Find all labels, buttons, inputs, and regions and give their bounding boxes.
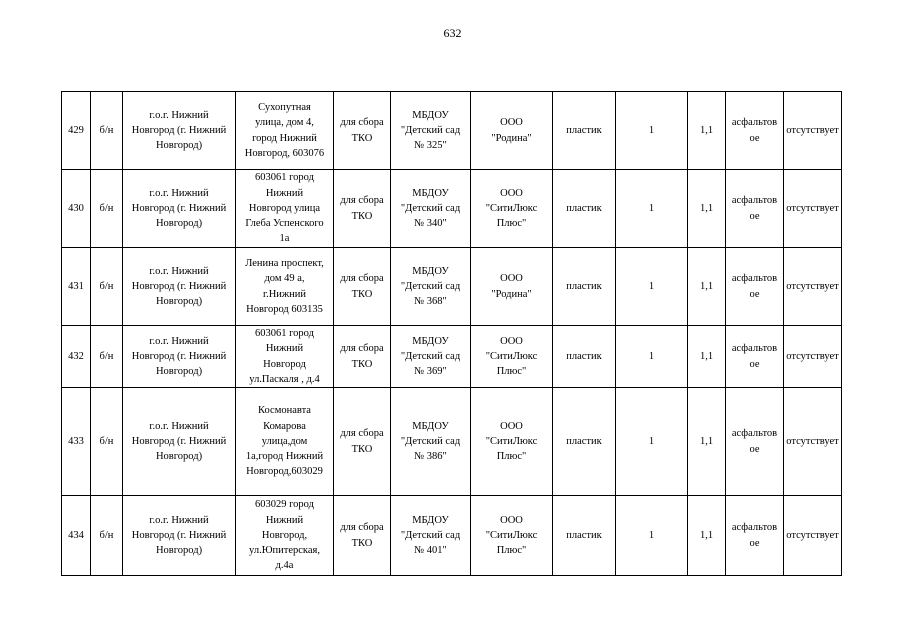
cell-line: для сбора xyxy=(340,195,384,207)
cell-material: пластик xyxy=(553,326,616,388)
cell-line: "Детский сад xyxy=(400,435,461,447)
cell-purpose xyxy=(334,326,391,388)
cell-line: ТКО xyxy=(351,210,373,222)
cell-line: Новгород) xyxy=(155,296,203,308)
cell-count: 1 xyxy=(616,170,688,248)
cell-line: № 340" xyxy=(414,218,447,230)
cell-surface xyxy=(726,170,784,248)
cell-line: МБДОУ xyxy=(412,187,449,199)
cell-line: г.Нижний xyxy=(262,288,307,300)
cell-line: Сухопутная xyxy=(258,102,311,114)
cell-line: МБДОУ xyxy=(412,109,449,121)
cell-purpose xyxy=(334,170,391,248)
cell-line: Новгород) xyxy=(155,451,203,463)
cell-district xyxy=(123,388,236,496)
cell-line: Новгород, 603076 xyxy=(244,147,325,159)
cell-line: Космонавта xyxy=(258,405,311,417)
cell-address xyxy=(236,92,334,170)
cell-doc: б/н xyxy=(91,496,123,576)
cell-line: асфальтов xyxy=(731,522,778,534)
cell-line: "Детский сад xyxy=(400,124,461,136)
cell-address xyxy=(236,248,334,326)
cell-material: пластик xyxy=(553,248,616,326)
cell-line: ое xyxy=(749,537,760,549)
cell-line: ое xyxy=(749,358,760,370)
cell-line: ТКО xyxy=(351,443,373,455)
cell-district xyxy=(123,496,236,576)
cell-line: г.о.г. Нижний xyxy=(149,514,209,526)
cell-line: Нижний xyxy=(265,343,304,355)
cell-line: ул.Юпитерская, xyxy=(249,545,320,557)
cell-line: Новгород) xyxy=(155,140,203,152)
cell-volume: 1,1 xyxy=(688,326,726,388)
cell-line: г.о.г. Нижний xyxy=(149,335,209,347)
cell-line: Новгород (г. Нижний xyxy=(131,202,227,214)
cell-line: № 368" xyxy=(414,296,447,308)
cell-organization xyxy=(391,496,471,576)
cell-line: г.о.г. Нижний xyxy=(149,265,209,277)
cell-line: "Детский сад xyxy=(400,350,461,362)
cell-purpose xyxy=(334,496,391,576)
cell-line: ТКО xyxy=(351,358,373,370)
cell-line: Новгород) xyxy=(155,545,203,557)
cell-volume: 1,1 xyxy=(688,248,726,326)
cell-line: 603029 город xyxy=(255,499,314,511)
cell-surface xyxy=(726,248,784,326)
cell-line: ООО xyxy=(500,273,523,285)
cell-line: ООО xyxy=(500,420,523,432)
cell-line: Новгород (г. Нижний xyxy=(131,529,227,541)
cell-volume: 1,1 xyxy=(688,496,726,576)
table-row xyxy=(62,170,842,248)
cell-line: дом 49 а, xyxy=(264,273,305,285)
cell-surface xyxy=(726,326,784,388)
cell-volume: 1,1 xyxy=(688,170,726,248)
cell-count: 1 xyxy=(616,388,688,496)
cell-line: Новгород) xyxy=(155,366,203,378)
cell-num: 434 xyxy=(62,496,91,576)
cell-line: МБДОУ xyxy=(412,420,449,432)
cell-operator xyxy=(471,388,553,496)
cell-line: "Родина" xyxy=(491,132,532,144)
cell-line: 1а,город Нижний xyxy=(245,451,324,463)
cell-num: 432 xyxy=(62,326,91,388)
cell-line: МБДОУ xyxy=(412,514,449,526)
cell-organization xyxy=(391,326,471,388)
cell-line: для сбора xyxy=(340,343,384,355)
cell-line: ое xyxy=(749,443,760,455)
cell-line: ТКО xyxy=(351,132,373,144)
cell-line: ТКО xyxy=(351,537,373,549)
table-row xyxy=(62,326,842,388)
cell-line: Нижний xyxy=(265,514,304,526)
cell-line: асфальтов xyxy=(731,343,778,355)
cell-line: № 369" xyxy=(414,366,447,378)
cell-line: асфальтов xyxy=(731,428,778,440)
cell-line: ое xyxy=(749,132,760,144)
cell-num: 430 xyxy=(62,170,91,248)
cell-line: ООО xyxy=(500,117,523,129)
cell-operator xyxy=(471,326,553,388)
cell-operator xyxy=(471,248,553,326)
cell-line: Плюс" xyxy=(496,366,527,378)
cell-organization xyxy=(391,388,471,496)
cell-line: 603061 город xyxy=(255,172,314,184)
cell-volume: 1,1 xyxy=(688,388,726,496)
cell-count: 1 xyxy=(616,248,688,326)
cell-line: Глеба Успенского xyxy=(245,218,324,230)
cell-num: 431 xyxy=(62,248,91,326)
cell-line: "Родина" xyxy=(491,288,532,300)
cell-line: № 325" xyxy=(414,140,447,152)
cell-operator xyxy=(471,92,553,170)
cell-line: асфальтов xyxy=(731,195,778,207)
cell-surface xyxy=(726,388,784,496)
cell-line: "СитиЛюкс xyxy=(485,202,538,214)
table-row xyxy=(62,248,842,326)
cell-line: ул.Паскаля , д.4 xyxy=(249,373,320,385)
cell-line: для сбора xyxy=(340,428,384,440)
cell-operator xyxy=(471,496,553,576)
cell-district xyxy=(123,92,236,170)
cell-line: улица,дом xyxy=(261,435,308,447)
cell-line: город Нижний xyxy=(252,132,317,144)
cell-fence: отсутствует xyxy=(784,248,842,326)
cell-line: № 401" xyxy=(414,545,447,557)
cell-line: асфальтов xyxy=(731,117,778,129)
cell-line: ТКО xyxy=(351,288,373,300)
cell-line: ое xyxy=(749,288,760,300)
cell-line: Новгород (г. Нижний xyxy=(131,280,227,292)
cell-line: Плюс" xyxy=(496,545,527,557)
cell-line: 603061 город xyxy=(255,328,314,340)
cell-line: Новгород (г. Нижний xyxy=(131,124,227,136)
cell-surface xyxy=(726,92,784,170)
cell-num: 433 xyxy=(62,388,91,496)
cell-address xyxy=(236,170,334,248)
table-row xyxy=(62,496,842,576)
cell-line: Нижний xyxy=(265,187,304,199)
cell-volume: 1,1 xyxy=(688,92,726,170)
cell-fence: отсутствует xyxy=(784,388,842,496)
cell-line: ООО xyxy=(500,335,523,347)
cell-line: Плюс" xyxy=(496,451,527,463)
cell-line: д.4а xyxy=(275,560,294,572)
cell-district xyxy=(123,170,236,248)
cell-line: 1а xyxy=(279,233,290,245)
cell-district xyxy=(123,326,236,388)
cell-line: Новгород (г. Нижний xyxy=(131,350,227,362)
cell-material: пластик xyxy=(553,170,616,248)
cell-doc: б/н xyxy=(91,92,123,170)
cell-line: улица, дом 4, xyxy=(255,117,314,129)
cell-line: Новгород,603029 xyxy=(246,466,323,478)
cell-line: МБДОУ xyxy=(412,265,449,277)
cell-line: Новгород улица xyxy=(248,202,321,214)
cell-count: 1 xyxy=(616,326,688,388)
cell-doc: б/н xyxy=(91,388,123,496)
cell-organization xyxy=(391,170,471,248)
table-row xyxy=(62,388,842,496)
cell-material: пластик xyxy=(553,496,616,576)
cell-line: "СитиЛюкс xyxy=(485,529,538,541)
cell-line: Новгород 603135 xyxy=(246,303,323,315)
cell-line: для сбора xyxy=(340,522,384,534)
cell-line: г.о.г. Нижний xyxy=(149,187,209,199)
cell-num: 429 xyxy=(62,92,91,170)
cell-line: Новгород (г. Нижний xyxy=(131,435,227,447)
cell-line: "СитиЛюкс xyxy=(485,350,538,362)
cell-purpose xyxy=(334,248,391,326)
cell-line: Новгород xyxy=(263,358,306,370)
cell-line: ООО xyxy=(500,187,523,199)
cell-doc: б/н xyxy=(91,248,123,326)
cell-fence: отсутствует xyxy=(784,326,842,388)
cell-line: Комарова xyxy=(263,420,306,432)
cell-material: пластик xyxy=(553,388,616,496)
cell-line: асфальтов xyxy=(731,273,778,285)
cell-address xyxy=(236,326,334,388)
cell-line: Новгород, xyxy=(261,529,308,541)
page-number: 632 xyxy=(443,26,462,40)
cell-doc: б/н xyxy=(91,170,123,248)
cell-operator xyxy=(471,170,553,248)
cell-line: "Детский сад xyxy=(400,280,461,292)
cell-material: пластик xyxy=(553,92,616,170)
cell-line: Новгород) xyxy=(155,218,203,230)
cell-line: г.о.г. Нижний xyxy=(149,420,209,432)
cell-line: Ленина проспект, xyxy=(245,258,324,270)
cell-organization xyxy=(391,92,471,170)
cell-address xyxy=(236,388,334,496)
cell-line: "Детский сад xyxy=(400,202,461,214)
cell-line: г.о.г. Нижний xyxy=(149,109,209,121)
cell-line: для сбора xyxy=(340,273,384,285)
cell-line: ООО xyxy=(500,514,523,526)
table-row xyxy=(62,92,842,170)
cell-district xyxy=(123,248,236,326)
waste-site-registry-table xyxy=(61,91,842,576)
cell-line: Плюс" xyxy=(496,218,527,230)
cell-fence: отсутствует xyxy=(784,92,842,170)
cell-fence: отсутствует xyxy=(784,170,842,248)
cell-surface xyxy=(726,496,784,576)
cell-organization xyxy=(391,248,471,326)
cell-line: для сбора xyxy=(340,117,384,129)
cell-doc: б/н xyxy=(91,326,123,388)
cell-count: 1 xyxy=(616,496,688,576)
cell-line: "СитиЛюкс xyxy=(485,435,538,447)
cell-line: ое xyxy=(749,210,760,222)
cell-line: МБДОУ xyxy=(412,335,449,347)
cell-fence: отсутствует xyxy=(784,496,842,576)
cell-count: 1 xyxy=(616,92,688,170)
cell-line: № 386" xyxy=(414,451,447,463)
cell-purpose xyxy=(334,388,391,496)
cell-line: "Детский сад xyxy=(400,529,461,541)
cell-address xyxy=(236,496,334,576)
cell-purpose xyxy=(334,92,391,170)
